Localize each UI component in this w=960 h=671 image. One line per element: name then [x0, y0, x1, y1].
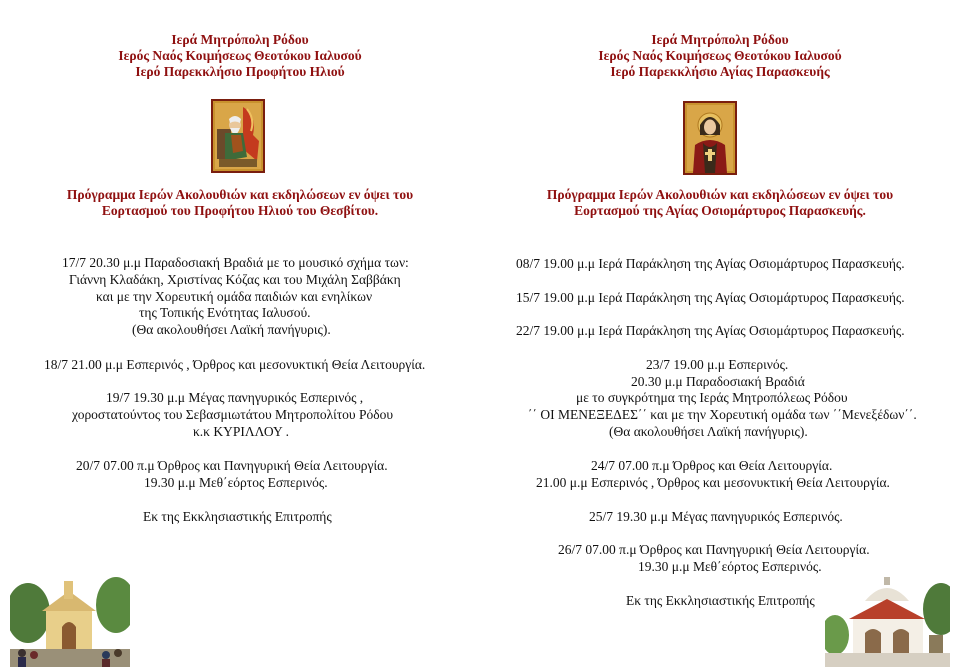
event-line: 19/7 19.30 μ.μ Μέγας πανηγυρικός Εσπερινός ,	[106, 390, 364, 405]
left-header-line: Ιερός Ναός Κοιμήσεως Θεοτόκου Ιαλυσού	[118, 48, 362, 63]
event-line: 24/7 07.00 π.μ Όρθρος και Θεία Λειτουργία.	[591, 458, 833, 473]
left-header-line: Ιερά Μητρόπολη Ρόδου	[171, 32, 309, 47]
event-line: 19.30 μ.μ Μεθ΄εόρτος Εσπερινός.	[638, 559, 822, 574]
event-line: ΄΄ ΟΙ ΜΕΝΕΞΕΔΕΣ΄΄ και με την Χορευτική ομάδα των ΄΄Μενεξέδων΄΄.	[528, 407, 917, 422]
right-header	[480, 32, 960, 80]
right-program-title-line: Εορτασμού της Αγίας Οσιομάρτυρος Παρασκευής.	[574, 203, 866, 218]
right-header-line: Ιερό Παρεκκλήσιο Αγίας Παρασκευής	[610, 64, 830, 79]
event-line: Γιάννη Κλαδάκη, Χριστίνας Κόζας και του Μιχάλη Σαββάκη	[69, 272, 401, 287]
event-line: 22/7 19.00 μ.μ Ιερά Παράκληση της Αγίας Οσιομάρτυρος Παρασκευής.	[516, 323, 905, 338]
committee-signature: Εκ της Εκκλησιαστικής Επιτροπής	[143, 509, 332, 524]
event-line: 23/7 19.00 μ.μ Εσπερινός.	[646, 357, 789, 372]
event-line: με το συγκρότημα της Ιεράς Μητροπόλεως Ρόδου	[576, 390, 848, 405]
church-photo-left	[10, 575, 130, 667]
event-line: και με την Χορευτική ομάδα παιδιών και ενηλίκων	[96, 289, 373, 304]
right-header-line: Ιερά Μητρόπολη Ρόδου	[651, 32, 789, 47]
event-line: κ.κ ΚΥΡΙΛΛΟΥ .	[193, 424, 289, 439]
committee-signature: Εκ της Εκκλησιαστικής Επιτροπής	[626, 593, 815, 608]
left-header	[0, 32, 480, 80]
event-line: 17/7 20.30 μ.μ Παραδοσιακή Βραδιά με το μουσικό σχήμα των:	[62, 255, 409, 270]
saint-paraskevi-icon	[683, 101, 737, 175]
event-line: 15/7 19.00 μ.μ Ιερά Παράκληση της Αγίας Οσιομάρτυρος Παρασκευής.	[516, 290, 905, 305]
event-line: 19.30 μ.μ Μεθ΄εόρτος Εσπερινός.	[144, 475, 328, 490]
right-program-title-line: Πρόγραμμα Ιερών Ακολουθιών και εκδηλώσεων εν όψει του	[546, 187, 894, 202]
left-program-title-line: Πρόγραμμα Ιερών Ακολουθιών και εκδηλώσεων εν όψει του	[66, 187, 414, 202]
event-line: χοροστατούντος του Σεβασμιωτάτου Μητροπολίτου Ρόδου	[72, 407, 394, 422]
left-header-line: Ιερό Παρεκκλήσιο Προφήτου Ηλιού	[135, 64, 345, 79]
event-line: της Τοπικής Ενότητας Ιαλυσού.	[139, 305, 311, 320]
event-line: 26/7 07.00 π.μ Όρθρος και Πανηγυρική Θεία Λειτουργία.	[558, 542, 870, 557]
event-line: 25/7 19.30 μ.μ Μέγας πανηγυρικός Εσπερινός.	[589, 509, 843, 524]
event-line: 20.30 μ.μ Παραδοσιακή Βραδιά	[631, 374, 805, 389]
church-photo-right	[825, 575, 950, 667]
event-line: 21.00 μ.μ Εσπερινός , Όρθρος και μεσονυκτική Θεία Λειτουργία.	[536, 475, 890, 490]
event-line: 20/7 07.00 π.μ Όρθρος και Πανηγυρική Θεία Λειτουργία.	[76, 458, 388, 473]
event-line: 18/7 21.00 μ.μ Εσπερινός , Όρθρος και μεσονυκτική Θεία Λειτουργία.	[44, 357, 426, 372]
left-program-title-line: Εορτασμού του Προφήτου Ηλιού του Θεσβίτου.	[101, 203, 379, 218]
prophet-elijah-icon	[211, 99, 265, 173]
left-program-title	[0, 187, 480, 219]
right-column	[480, 0, 960, 671]
event-line: 08/7 19.00 μ.μ Ιερά Παράκληση της Αγίας Οσιομάρτυρος Παρασκευής.	[516, 256, 905, 271]
right-header-line: Ιερός Ναός Κοιμήσεως Θεοτόκου Ιαλυσού	[598, 48, 842, 63]
right-program-title	[480, 187, 960, 219]
event-line: (Θα ακολουθήσει Λαϊκή πανήγυρις).	[132, 322, 331, 337]
event-line: (Θα ακολουθήσει Λαϊκή πανήγυρις).	[609, 424, 808, 439]
